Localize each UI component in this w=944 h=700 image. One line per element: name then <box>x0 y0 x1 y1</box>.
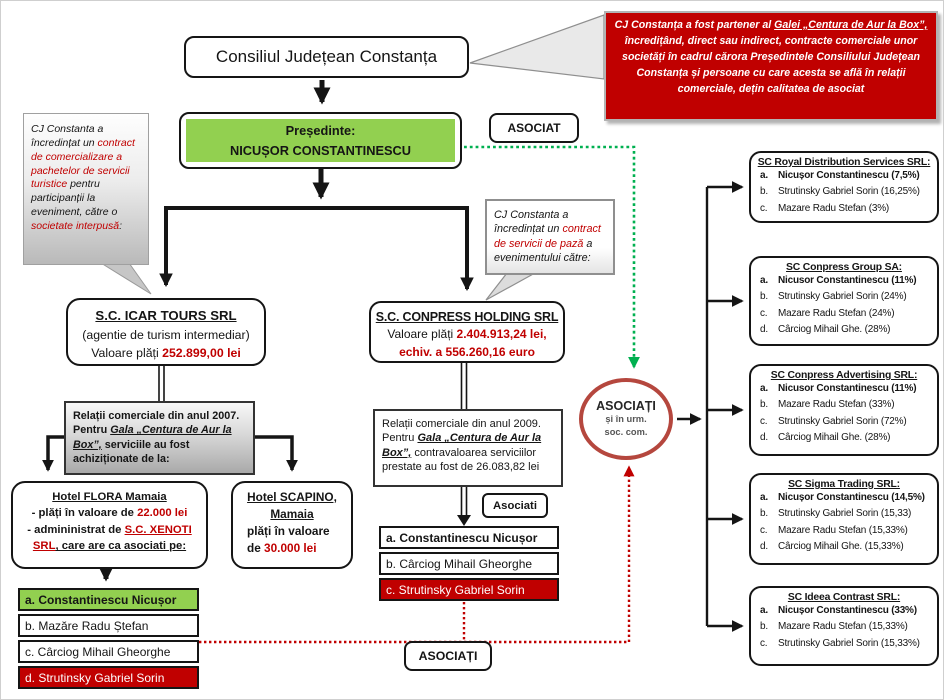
flora-l3-red: S.C. XENOTI <box>124 523 192 536</box>
partner-note-text-1: CJ Constanța a fost partener al <box>614 19 775 31</box>
list-item <box>379 552 559 575</box>
shareholder-row <box>751 636 937 652</box>
row-letter: c. <box>760 202 768 214</box>
shareholder-name: Mazare Radu Stefan (24%) <box>778 307 895 319</box>
shareholder-row <box>751 381 937 397</box>
icar-value-label: Valoare plăți <box>91 346 163 361</box>
left-callout-tail <box>101 263 151 294</box>
shareholder-name: Cârciog Mihail Ghe. (28%) <box>778 324 891 336</box>
row-letter: d. <box>760 432 768 444</box>
shareholder-name: Nicusor Constantinescu (11%) <box>778 383 917 394</box>
asociat-label-box <box>489 113 579 143</box>
scapino-title-2: Mamaia <box>270 507 314 522</box>
oval-title: ASOCIAȚI <box>596 399 656 414</box>
shareholder-name: Mazare Radu Stefan (15,33%) <box>778 621 908 633</box>
row-letter: d. <box>760 324 768 336</box>
associate-name: c. Strutinsky Gabriel Sorin <box>386 582 525 597</box>
associate-name: a. Constantinescu Nicușor <box>25 592 177 607</box>
shareholder-name: Cârciog Mihail Ghe. (15,33%) <box>778 541 904 553</box>
shareholder-row <box>751 306 937 322</box>
title-box <box>184 36 469 78</box>
icar-double-line <box>159 366 164 401</box>
flora-l4-red: SRL <box>32 540 56 553</box>
company-title: SC Royal Distribution Services SRL: <box>757 157 931 168</box>
president-role: Președinte: <box>285 123 356 139</box>
asociati-bottom-label-box <box>404 641 492 671</box>
scapino-line-4 <box>233 540 351 557</box>
partner-note-text-2: încredițând, direct sau indirect, contracte comerciale unor societăți în cadrul cărora Președintele Consiliului Județean Constanța și persoane cu care acesta se află în relații comerciale, dețin calitatea de asociat <box>622 34 920 95</box>
icar-value-line <box>68 344 264 362</box>
conpress-value-2: echiv. a 556.260,16 euro <box>399 344 535 359</box>
xenoti-associates-list <box>18 588 199 692</box>
callout-mid-red: contract de servicii de pază <box>494 223 601 250</box>
list-item <box>18 588 199 611</box>
shareholder-row <box>751 289 937 305</box>
associate-name: c. Cârciog Mihail Gheorghe <box>25 644 171 659</box>
company-title: SC Conpress Group SA: <box>786 262 902 273</box>
page-title: Consiliul Județean Constanța <box>215 47 438 66</box>
row-letter: a. <box>760 275 768 286</box>
shareholder-row <box>751 168 937 184</box>
relations-2007-box <box>64 401 255 475</box>
red-note-beak <box>470 15 604 79</box>
president-box <box>179 112 462 169</box>
row-letter: b. <box>760 291 768 303</box>
flora-l3-label: - admininistrat de <box>27 523 125 536</box>
company-title: SC Conpress Advertising SRL: <box>770 370 918 381</box>
shareholder-name: Strutinsky Gabriel Sorin (24%) <box>778 291 907 303</box>
shareholder-row <box>751 490 937 506</box>
asociati-small-label: Asociati <box>493 499 537 512</box>
company-title: SC Sigma Trading SRL: <box>788 479 900 490</box>
shareholder-name: Mazare Radu Stefan (3%) <box>778 202 890 214</box>
shareholder-row <box>751 603 937 619</box>
shareholder-row <box>751 506 937 522</box>
asociati-small-label-box <box>482 493 548 518</box>
scapino-l4-value: 30.000 lei <box>264 541 317 556</box>
conpress-value-1: 2.404.913,24 lei, <box>456 327 547 342</box>
shareholder-row <box>751 201 937 217</box>
icar-tours-box <box>66 298 266 366</box>
associate-name: d. Strutinsky Gabriel Sorin <box>25 670 165 685</box>
shareholder-row <box>751 619 937 635</box>
row-letter: b. <box>760 399 768 411</box>
list-item <box>18 640 199 663</box>
hotel-scapino-box <box>231 481 353 569</box>
associate-name: a. Constantinescu Nicușor <box>386 530 538 545</box>
icar-title: S.C. ICAR TOURS SRL <box>95 308 237 323</box>
company-box-conpress-group <box>749 256 939 346</box>
shareholder-name: Mazare Radu Stefan (15,33%) <box>778 524 908 536</box>
callout-left-text-3: : <box>119 220 123 233</box>
oval-sub-1: și în urm. <box>605 414 647 425</box>
flora-line-2 <box>13 505 206 521</box>
callout-mid-text-2: a evenimentului către: <box>494 237 593 264</box>
conpress-double-line <box>462 363 467 409</box>
company-title: SC Ideea Contrast SRL: <box>787 592 901 603</box>
flora-line-4 <box>13 538 206 554</box>
partner-note-box <box>604 11 938 121</box>
shareholder-row <box>751 322 937 338</box>
oval-sub-2: soc. com. <box>604 427 648 437</box>
elbow-to-flora <box>48 437 64 470</box>
shareholder-name: Strutinsky Gabriel Sorin (15,33) <box>778 508 912 520</box>
row-letter: a. <box>760 170 768 181</box>
callout-left-text-1: CJ Constanta a încredințat un <box>31 123 104 149</box>
conpress-value-line1 <box>371 326 563 343</box>
row-letter: b. <box>760 186 768 198</box>
callout-mid-text-1: CJ Constanta a încredințat un <box>494 209 569 236</box>
rel2009-arrowhead <box>457 515 471 526</box>
rel2007-gala: Gala „Centura de Aur la Box”, <box>73 424 232 451</box>
company-box-sigma-trading <box>749 473 939 565</box>
president-name: NICUȘOR CONSTANTINESCU <box>229 142 412 158</box>
row-letter: c. <box>760 415 768 427</box>
shareholder-name: Strutinsky Gabriel Sorin (16,25%) <box>778 186 920 198</box>
company-box-ideea-contrast <box>749 586 939 666</box>
hotel-flora-box <box>11 481 208 569</box>
row-letter: d. <box>760 541 768 553</box>
elbow-to-scapino <box>255 437 292 470</box>
rel2009-double-line <box>462 487 467 515</box>
flora-l2-value: 22.000 lei <box>137 507 188 520</box>
rel2009-text-2: contravaloarea serviciilor prestate au fost de 26.083,82 lei <box>382 446 540 473</box>
partner-note-gala: Galei „Centura de Aur la Box”, <box>774 19 928 31</box>
flora-l4-text: , care are ca asociati pe: <box>55 540 187 553</box>
flora-l2-label: - plăți în valoare de <box>31 507 138 520</box>
company-box-royal-distribution <box>749 151 939 223</box>
shareholder-row <box>751 273 937 289</box>
row-letter: a. <box>760 605 768 616</box>
shareholder-name: Mazare Radu Stefan (33%) <box>778 399 895 411</box>
asociat-label: ASOCIAT <box>507 121 561 135</box>
list-item <box>379 578 559 601</box>
flora-title: Hotel FLORA Mamaia <box>52 491 167 503</box>
shareholder-name: Nicușor Constantinescu (7,5%) <box>778 170 920 181</box>
icar-value: 252.899,00 lei <box>162 346 241 361</box>
shareholder-row <box>751 523 937 539</box>
shareholder-row <box>751 430 937 446</box>
shareholder-name: Nicușor Constantinescu (33%) <box>778 605 917 616</box>
asociati-bottom-label: ASOCIAȚI <box>418 649 478 663</box>
conpress-holding-box <box>369 301 565 363</box>
scapino-l4-label: de <box>247 541 265 556</box>
callout-left-text-2: pentru participanții la eveniment, către o <box>31 178 118 219</box>
list-item <box>379 526 559 549</box>
rel2007-text-1: Relații comerciale din anul 2007. Pentru <box>73 410 240 437</box>
relations-2009-box <box>373 409 563 487</box>
icar-subtitle: (agentie de turism intermediar) <box>82 327 250 342</box>
row-letter: c. <box>760 307 768 319</box>
row-letter: a. <box>760 492 768 503</box>
shareholder-row <box>751 539 937 555</box>
row-letter: b. <box>760 508 768 520</box>
list-item <box>18 666 199 689</box>
shareholder-row <box>751 184 937 200</box>
shareholder-name: Strutinsky Gabriel Sorin (15,33%) <box>778 637 920 649</box>
callout-left-red-1: contract de comercializare a pachetelor de servicii turistice <box>31 136 135 191</box>
row-letter: c. <box>760 524 768 536</box>
row-letter: b. <box>760 621 768 633</box>
mid-callout-tail <box>486 273 535 300</box>
conpress-title: S.C. CONPRESS HOLDING SRL <box>375 310 559 324</box>
associate-name: b. Cârciog Mihail Gheorghe <box>386 556 533 571</box>
shareholder-row <box>751 414 937 430</box>
associate-name: b. Mazăre Radu Ștefan <box>25 618 149 633</box>
callout-left-red-2: societate interpusă <box>31 220 120 233</box>
conpress-value-label: Valoare plăți <box>387 327 457 342</box>
president-green-panel <box>186 119 455 162</box>
scapino-title-1: Hotel SCAPINO, <box>247 490 337 504</box>
row-letter: c. <box>760 637 768 649</box>
row-letter: a. <box>760 383 768 394</box>
scapino-line-3: plăți în valoare <box>247 524 330 539</box>
rel2009-gala: Gala „Centura de Aur la Box”, <box>382 432 542 459</box>
shareholder-row <box>751 397 937 413</box>
shareholder-name: Cârciog Mihail Ghe. (28%) <box>778 432 891 444</box>
conpress-associates-list <box>379 526 559 604</box>
callout-security-contract <box>485 199 615 275</box>
company-box-conpress-advertising <box>749 364 939 456</box>
rel2007-text-2: serviciile au fost achiziționate de la: <box>73 438 190 466</box>
shareholder-name: Nicușor Constantinescu (14,5%) <box>778 492 925 503</box>
shareholder-name: Nicusor Constantinescu (11%) <box>778 275 917 286</box>
rel2009-text-1: Relații comerciale din anul 2009. Pentru <box>382 418 541 445</box>
flora-line-3 <box>13 522 206 538</box>
list-item <box>18 614 199 637</box>
callout-tourism-contract <box>23 113 149 265</box>
shareholder-name: Strutinsky Gabriel Sorin (72%) <box>778 415 907 427</box>
asociati-oval <box>579 378 673 460</box>
